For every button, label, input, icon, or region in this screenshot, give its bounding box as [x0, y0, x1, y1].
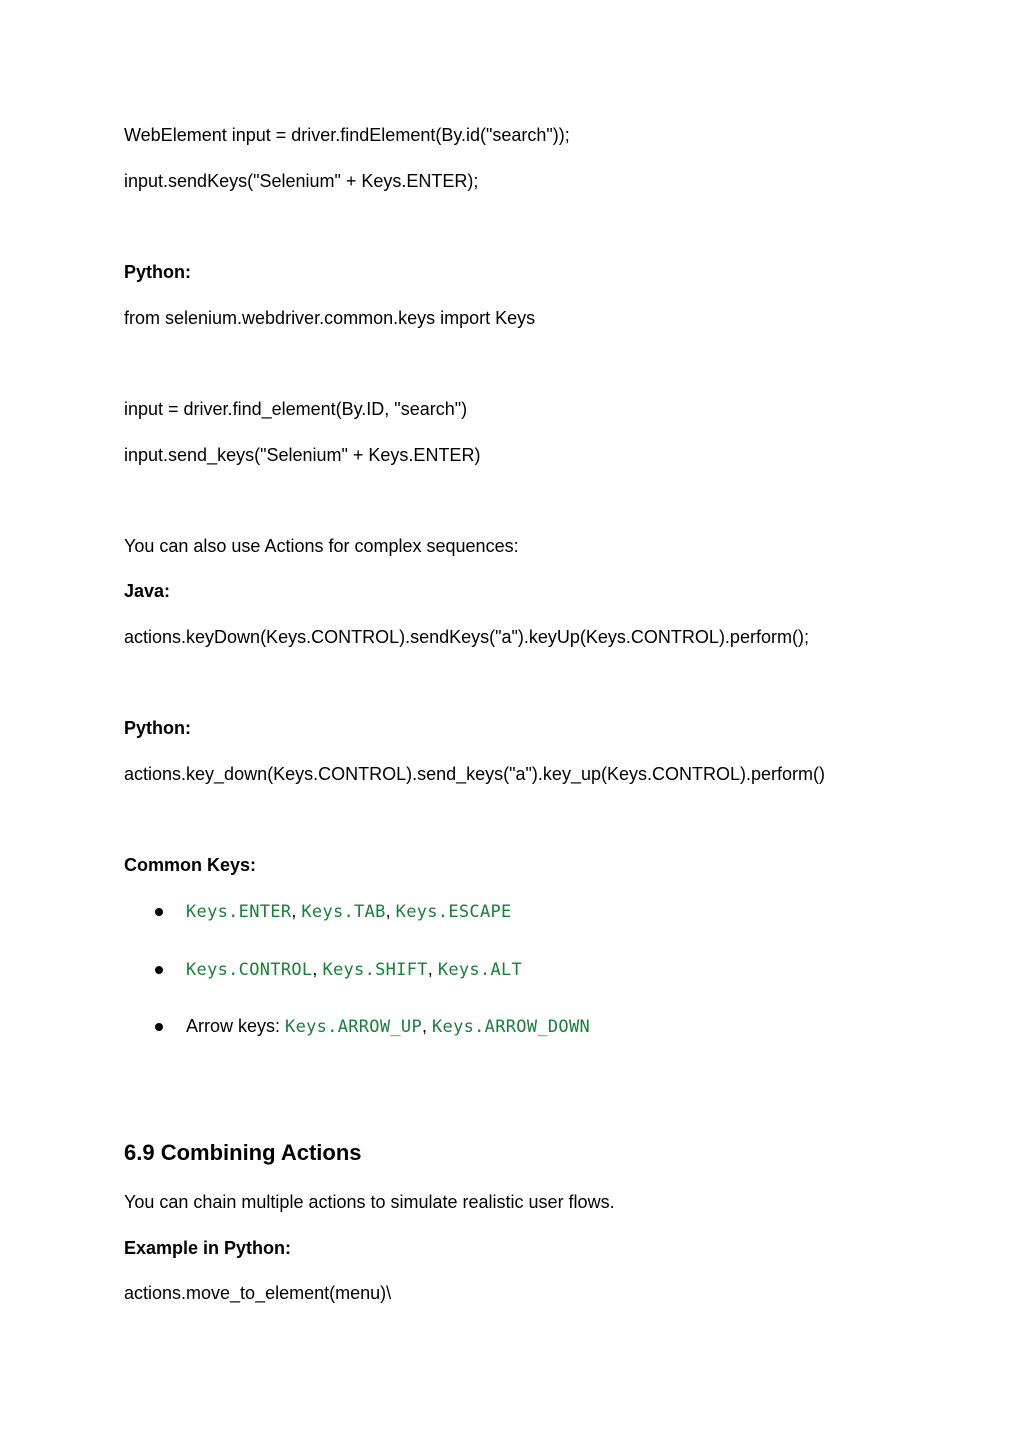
- java-find-element-line: WebElement input = driver.findElement(By.id("search"));: [124, 125, 570, 145]
- key-code: Keys.ARROW_UP: [285, 1017, 422, 1037]
- key-code: Keys.ENTER: [186, 902, 292, 922]
- separator: ,: [312, 959, 323, 979]
- separator: ,: [291, 901, 302, 921]
- python-actions-line: actions.key_down(Keys.CONTROL).send_keys("a").key_up(Keys.CONTROL).perform(): [124, 764, 825, 784]
- key-code: Keys.CONTROL: [186, 960, 313, 980]
- python-label: Python:: [124, 262, 191, 282]
- java-send-keys-line: input.sendKeys("Selenium" + Keys.ENTER);: [124, 171, 479, 191]
- bullet-content: [186, 1013, 590, 1040]
- key-code: Keys.ARROW_DOWN: [432, 1017, 591, 1037]
- bullet-content: [186, 898, 512, 925]
- python-label-2: Python:: [124, 718, 191, 738]
- key-code: Keys.ESCAPE: [395, 902, 512, 922]
- separator: ,: [421, 1016, 432, 1036]
- bullet-prefix: Arrow keys:: [186, 1016, 286, 1036]
- python-find-element-line: input = driver.find_element(By.ID, "search"): [124, 399, 468, 419]
- key-code: Keys.ALT: [437, 960, 523, 980]
- key-code: Keys.SHIFT: [322, 960, 428, 980]
- separator: ,: [427, 959, 438, 979]
- python-import-line: from selenium.webdriver.common.keys import Keys: [124, 308, 536, 328]
- example-label: Example in Python:: [124, 1238, 292, 1258]
- python-send-keys-line: input.send_keys("Selenium" + Keys.ENTER): [124, 445, 481, 465]
- java-label: Java:: [124, 581, 171, 601]
- bullet-dot-icon: [155, 908, 163, 916]
- section-intro-text: You can chain multiple actions to simulate realistic user flows.: [124, 1192, 615, 1212]
- separator: ,: [385, 901, 396, 921]
- common-keys-label: Common Keys:: [124, 855, 257, 875]
- section-heading: 6.9 Combining Actions: [124, 1140, 362, 1165]
- java-actions-line: actions.keyDown(Keys.CONTROL).sendKeys("a").keyUp(Keys.CONTROL).perform();: [124, 627, 809, 647]
- actions-intro-text: You can also use Actions for complex sequences:: [124, 536, 519, 556]
- key-code: Keys.TAB: [301, 902, 386, 922]
- bullet-dot-icon: [155, 966, 163, 974]
- example-code-line: actions.move_to_element(menu)\: [124, 1283, 392, 1303]
- bullet-dot-icon: [155, 1023, 163, 1031]
- bullet-content: [186, 956, 522, 983]
